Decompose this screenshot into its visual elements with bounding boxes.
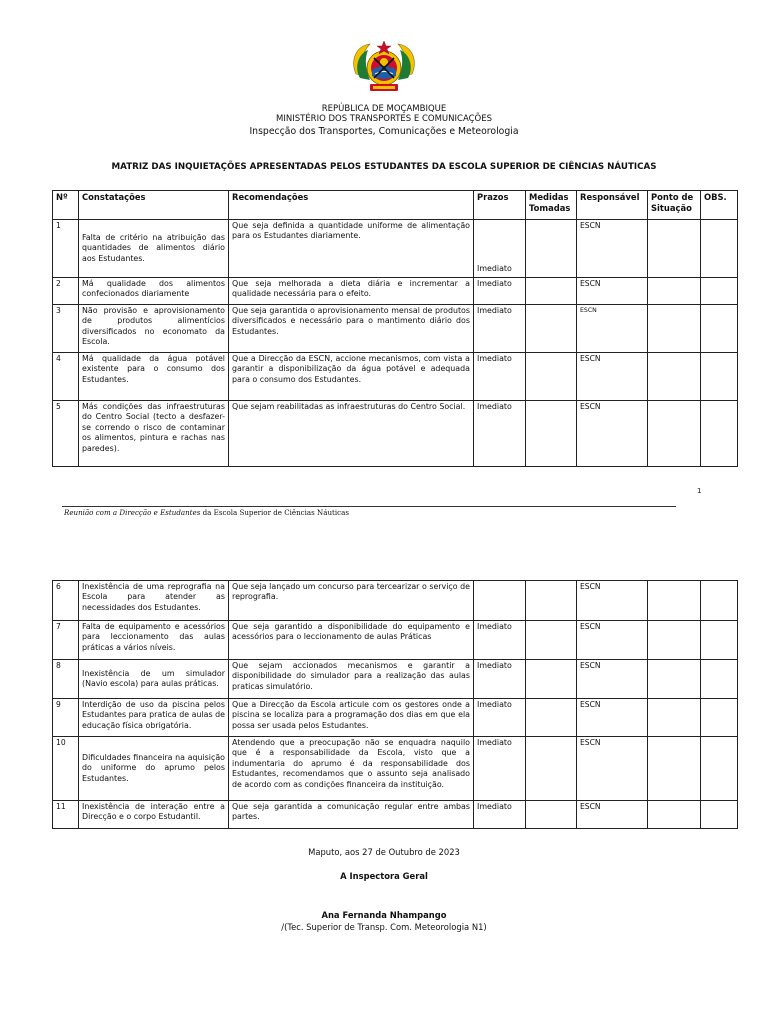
obs-cell [701, 305, 738, 353]
obs-cell [701, 353, 738, 401]
deadline-cell: Imediato [474, 278, 526, 305]
status-cell [648, 581, 701, 621]
measures-cell [526, 660, 577, 699]
measures-cell [526, 353, 577, 401]
col-header-number: Nº [53, 191, 79, 220]
row-number: 8 [53, 660, 79, 699]
status-cell [648, 699, 701, 737]
obs-cell [701, 737, 738, 801]
deadline-cell: Imediato [474, 801, 526, 829]
row-number: 5 [53, 401, 79, 467]
responsible-cell: ESCN [577, 581, 648, 621]
finding-cell: Más condições das infraestruturas do Centro Social (tecto a desfazer-se correndo o risco de contaminar os alimentos, pintura e rachas nas paredes). [79, 401, 229, 467]
recommendation-cell: Que sejam accionados mecanismos e garantir a disponibilidade do simulador para a realização das aulas praticas simulatório. [229, 660, 474, 699]
responsible-cell: ESCN [577, 699, 648, 737]
table-row [53, 278, 738, 305]
deadline-cell: Imediato [474, 220, 526, 278]
row-number: 2 [53, 278, 79, 305]
deadline-cell: Imediato [474, 660, 526, 699]
obs-cell [701, 621, 738, 660]
obs-cell [701, 581, 738, 621]
col-header-findings: Constatações [79, 191, 229, 220]
header-ministry: MINISTÉRIO DOS TRANSPORTES E COMUNICAÇÕES [276, 114, 492, 124]
table-row [53, 737, 738, 801]
deadline-cell: Imediato [474, 401, 526, 467]
footer-divider [62, 506, 676, 507]
deadline-cell: Imediato [474, 305, 526, 353]
finding-cell: Má qualidade da água potável existente para o consumo dos Estudantes. [79, 353, 229, 401]
responsible-cell: ESCN [577, 220, 648, 278]
status-cell [648, 621, 701, 660]
responsible-cell: ESCN [577, 353, 648, 401]
footer-rest: da Escola Superior de Ciências Náuticas [200, 508, 350, 517]
recommendation-cell: Que seja definida a quantidade uniforme de alimentação para os Estudantes diariamente. [229, 220, 474, 278]
row-number: 1 [53, 220, 79, 278]
finding-cell: Má qualidade dos alimentos confecionados diariamente [79, 278, 229, 305]
row-number: 10 [53, 737, 79, 801]
row-number: 9 [53, 699, 79, 737]
responsible-cell: ESCN [577, 660, 648, 699]
col-header-recommendations: Recomendações [229, 191, 474, 220]
finding-cell: Falta de critério na atribuição das quantidades de alimentos diário aos Estudantes. [79, 220, 229, 278]
status-cell [648, 278, 701, 305]
col-header-obs: OBS. [701, 191, 738, 220]
status-cell [648, 737, 701, 801]
table-row [53, 621, 738, 660]
recommendation-cell: Que seja garantida a comunicação regular entre ambas partes. [229, 801, 474, 829]
footer-italic: Reunião com a Direcção e Estudantes [64, 508, 201, 517]
page-number: 1 [697, 487, 702, 495]
responsible-cell: ESCN [577, 305, 648, 353]
row-number: 7 [53, 621, 79, 660]
status-cell [648, 801, 701, 829]
deadline-cell: Imediato [474, 737, 526, 801]
measures-cell [526, 278, 577, 305]
row-number: 3 [53, 305, 79, 353]
status-cell [648, 220, 701, 278]
row-number: 4 [53, 353, 79, 401]
obs-cell [701, 401, 738, 467]
document-title: MATRIZ DAS INQUIETAÇÕES APRESENTADAS PELOS ESTUDANTES DA ESCOLA SUPERIOR DE CIÊNCIAS NÁUTICAS [111, 162, 657, 172]
table-row [53, 401, 738, 467]
finding-cell: Não provisão e aprovisionamento de produtos alimentícios diversificados no economato da Escola. [79, 305, 229, 353]
table-row [53, 305, 738, 353]
concerns-matrix-table-page2 [52, 580, 738, 829]
header-inspection: Inspecção dos Transportes, Comunicações e Meteorologia [249, 126, 519, 137]
signatory-name: Ana Fernanda Nhampango [321, 910, 447, 920]
obs-cell [701, 699, 738, 737]
measures-cell [526, 621, 577, 660]
responsible-cell: ESCN [577, 401, 648, 467]
col-header-status: Ponto de Situação [648, 191, 701, 220]
signature-date: Maputo, aos 27 de Outubro de 2023 [308, 847, 460, 857]
footer-text [64, 508, 349, 517]
deadline-cell: Imediato [474, 621, 526, 660]
obs-cell [701, 278, 738, 305]
table-row [53, 220, 738, 278]
measures-cell [526, 220, 577, 278]
recommendation-cell: Que a Direcção da Escola articule com os gestores onde a piscina se localiza para a programação dos dias em que ela possa ser usada pelos Estudantes. [229, 699, 474, 737]
responsible-cell: ESCN [577, 278, 648, 305]
finding-cell: Dificuldades financeira na aquisição do uniforme do aprumo pelos Estudantes. [79, 737, 229, 801]
responsible-cell: ESCN [577, 737, 648, 801]
status-cell [648, 305, 701, 353]
responsible-cell: ESCN [577, 621, 648, 660]
concerns-matrix-table-page1 [52, 190, 738, 467]
obs-cell [701, 801, 738, 829]
header-country: REPÚBLICA DE MOÇAMBIQUE [321, 104, 447, 114]
col-header-responsible: Responsável [577, 191, 648, 220]
status-cell [648, 401, 701, 467]
measures-cell [526, 737, 577, 801]
recommendation-cell: Que seja garantido a disponibilidade do equipamento e acessórios para o leccionamento de aulas Práticas [229, 621, 474, 660]
row-number: 6 [53, 581, 79, 621]
deadline-cell [474, 581, 526, 621]
recommendation-cell: Que a Direcção da ESCN, accione mecanismos, com vista a garantir a disponibilização da água potável e adequada para o consumo dos Estudantes. [229, 353, 474, 401]
finding-cell: Falta de equipamento e acessórios para leccionamento das aulas práticas a vários níveis. [79, 621, 229, 660]
table-row [53, 660, 738, 699]
finding-cell: Inexistência de uma reprografia na Escola para atender as necessidades dos Estudantes. [79, 581, 229, 621]
measures-cell [526, 581, 577, 621]
signatory-credential: /(Tec. Superior de Transp. Com. Meteorologia N1) [281, 922, 487, 932]
signatory-role: A Inspectora Geral [340, 871, 428, 881]
obs-cell [701, 660, 738, 699]
responsible-cell: ESCN [577, 801, 648, 829]
finding-cell: Inexistência de interação entre a Direcção e o corpo Estudantil. [79, 801, 229, 829]
status-cell [648, 660, 701, 699]
measures-cell [526, 305, 577, 353]
recommendation-cell: Que sejam reabilitadas as infraestruturas do Centro Social. [229, 401, 474, 467]
status-cell [648, 353, 701, 401]
measures-cell [526, 401, 577, 467]
finding-cell: Inexistência de um simulador (Navio escola) para aulas práticas. [79, 660, 229, 699]
table-row [53, 699, 738, 737]
recommendation-cell: Que seja garantida o aprovisionamento mensal de produtos diversificados e necessário para o mantimento diário dos Estudantes. [229, 305, 474, 353]
obs-cell [701, 220, 738, 278]
measures-cell [526, 699, 577, 737]
mozambique-coat-of-arms-icon [348, 38, 420, 98]
recommendation-cell: Que seja melhorada a dieta diária e incrementar a qualidade necessária para o efeito. [229, 278, 474, 305]
table-header-row [53, 191, 738, 220]
col-header-deadlines: Prazos [474, 191, 526, 220]
col-header-measures-taken: Medidas Tomadas [526, 191, 577, 220]
recommendation-cell: Que seja lançado um concurso para tercearizar o serviço de reprografia. [229, 581, 474, 621]
finding-cell: Interdição de uso da piscina pelos Estudantes para pratica de aulas de educação física obrigatória. [79, 699, 229, 737]
deadline-cell: Imediato [474, 353, 526, 401]
table-row [53, 353, 738, 401]
table-row [53, 581, 738, 621]
deadline-cell: Imediato [474, 699, 526, 737]
row-number: 11 [53, 801, 79, 829]
table-row [53, 801, 738, 829]
measures-cell [526, 801, 577, 829]
recommendation-cell: Atendendo que a preocupação não se enquadra naquilo que é a responsabilidade da Escola, visto que a indumentaria do aprumo é da responsabilidade dos Estudantes, recomendamos que o assunto seja analisado de acordo com as condições financeira da instituição. [229, 737, 474, 801]
